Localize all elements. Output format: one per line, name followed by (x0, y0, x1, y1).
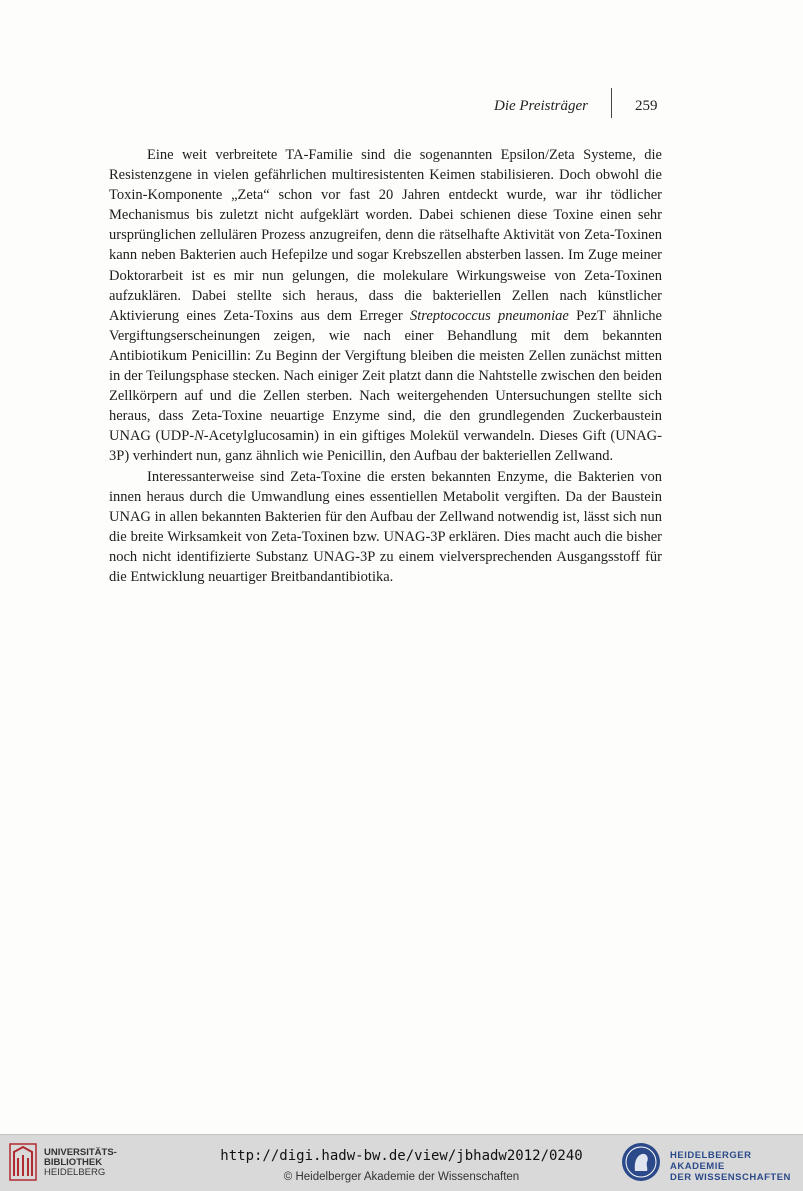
hadw-line-2: DER WISSENSCHAFTEN (670, 1172, 791, 1183)
copyright-notice: © Heidelberger Akademie der Wissenschaften (283, 1171, 520, 1183)
body-paragraph (109, 145, 662, 467)
italic-term: Streptococcus pneumoniae (409, 307, 569, 324)
academy-name[interactable] (670, 1150, 803, 1183)
hadw-line-1: HEIDELBERGER AKADEMIE (670, 1150, 752, 1172)
footer-divider (0, 1134, 803, 1135)
academy-seal-icon[interactable] (620, 1141, 662, 1183)
text-run: Interessanterweise sind Zeta-Toxine die ersten bekannten Enzyme, die Bakterien von innen heraus durch die Umwandlung eines essentiellen Metabolit vergiften. Da der Baustein UNAG in allen bekannten Bakterien für den Aufbau der Zellwand notwendig ist, lässt sich nun die breite Wirksamkeit von Zeta-Toxinen bzw. UNAG-3P erklären. Dies macht auch die bisher noch nicht identifizierte Substanz UNAG-3P zu einem vielversprechenden Ausgangsstoff für die Entwicklung neuartiger Breitbandantibiotika. (109, 468, 662, 585)
permalink-url[interactable]: http://digi.hadw-bw.de/view/jbhadw2012/0240 (220, 1148, 583, 1164)
running-head-title: Die Preisträger (493, 98, 588, 114)
text-run: PezT ähnliche Vergiftungserscheinungen zeigen, wie nach einer Behandlung mit dem bekannten Antibiotikum Penicillin: Zu Beginn der Vergiftung bleiben die meisten Zellen zunächst mitten in der Teilungsphase stecken. Nach einiger Zeit platzt dann die Nahtstelle zwischen den beiden Zellkörpern auf und die Zellen sterben. Nach weitergehenden Untersuchungen stellte sich heraus, dass Zeta-Toxine neuartige Enzyme sind, die den grundlegenden Zuckerbaustein UNAG (UDP- (109, 307, 662, 445)
ub-line-1: UNIVERSITÄTS- (44, 1147, 117, 1158)
ub-line-3: HEIDELBERG (44, 1167, 106, 1178)
ub-line-2: BIBLIOTHEK (44, 1157, 103, 1168)
text-run: Eine weit verbreitete TA-Familie sind die sogenannten Epsilon/Zeta Systeme, die Resistenzgene in vielen gefährlichen multiresistenten Keimen stabilisieren. Doch obwohl die Toxin-Komponente „Zeta“ schon vor fast 20 Jahren entdeckt wurde, war ihr tödlicher Mechanismus bis zuletzt nicht aufgeklärt worden. Dabei schienen diese Toxine einen sehr ursprünglichen zellulären Prozess anzugreifen, denn die rätselhafte Aktivität von Zeta-Toxinen kann neben Bakterien auch Hefepilze und sogar Krebszellen absterben lassen. Im Zuge meiner Doktorarbeit ist es mir nun gelungen, die molekulare Wirkungsweise von Zeta-Toxinen aufzuklären. Dabei stellte sich heraus, dass die bakteriellen Zellen nach künstlicher Aktivierung eines Zeta-Toxins aus dem Erreger (109, 147, 662, 324)
body-paragraph (109, 467, 662, 588)
body-text (109, 145, 662, 587)
italic-term: N (194, 428, 204, 445)
footer-bar (0, 1134, 803, 1191)
running-head (0, 96, 803, 120)
page-number: 259 (635, 98, 658, 114)
running-head-divider (611, 88, 612, 118)
text-run: -Acetylglucosamin) in ein giftiges Molekül verwandeln. Dieses Gift (UNAG-3P) verhindert nun, ganz ähnlich wie Penicillin, den Aufbau der bakteriellen Zellwand. (109, 428, 662, 465)
